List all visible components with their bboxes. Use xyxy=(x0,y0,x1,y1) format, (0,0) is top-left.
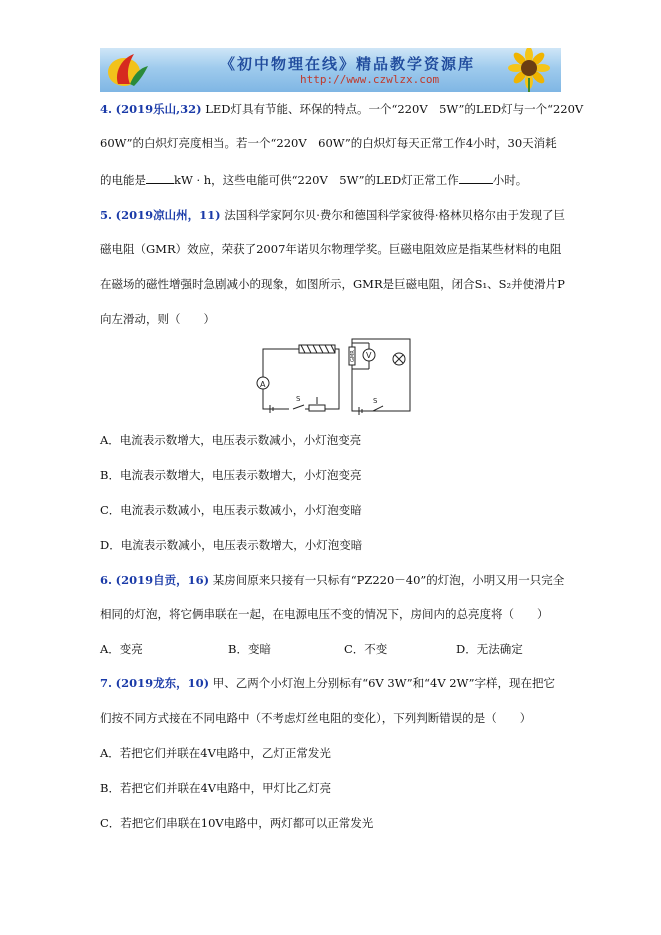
q5-option-b[interactable]: B．电流表示数增大，电压表示数增大，小灯泡变亮 xyxy=(100,468,362,482)
fig-ammeter-label: A xyxy=(260,380,266,389)
q5-option-c[interactable]: C．电流表示数减小，电压表示数减小，小灯泡变暗 xyxy=(100,503,362,517)
header-banner xyxy=(100,48,561,92)
q5-line-1 xyxy=(100,208,565,222)
q7-text-1: 甲、乙两个小灯泡上分别标有“6V 3W”和“4V 2W”字样，现在把它 xyxy=(212,676,556,690)
q7-option-a[interactable]: A．若把它们并联在4V电路中，乙灯正常发光 xyxy=(100,746,331,760)
q4-text-3a: 的电能是 xyxy=(100,173,146,187)
q6-number: 6. xyxy=(100,573,113,587)
q4-line-3 xyxy=(100,172,527,187)
q5-line-3: 在磁场的磁性增强时急剧减小的现象，如图所示，GMR是巨磁电阻，闭合S₁、S₂并使滑片P xyxy=(100,277,565,291)
banner-url: http://www.czwlzx.com xyxy=(300,73,440,86)
q7-source: (2019龙东，10) xyxy=(115,676,210,690)
banner-title: 《初中物理在线》精品教学资源库 xyxy=(220,55,476,73)
q4-text-3c: 小时。 xyxy=(492,173,528,187)
q6-line-1 xyxy=(100,573,564,587)
q4-text-3b: kW · h，这些电能可供“220V 5W”的LED灯正常工作 xyxy=(174,173,459,187)
q6-source: (2019自贡，16) xyxy=(115,573,210,587)
q7-number: 7. xyxy=(100,676,113,690)
q5-line-4: 向左滑动，则（ ） xyxy=(100,312,215,326)
fig-gmr-label: GMR xyxy=(350,350,356,362)
q5-line-2: 磁电阻（GMR）效应，荣获了2007年诺贝尔物理学奖。巨磁电阻效应是指某些材料的电阻 xyxy=(100,242,562,256)
q4-blank-1[interactable] xyxy=(146,172,174,184)
q4-text-1: LED灯具有节能、环保的特点。一个“220V 5W”的LED灯与一个“220V xyxy=(205,102,584,116)
q4-line-2: 60W”的白炽灯亮度相当。若一个“220V 60W”的白炽灯每天正常工作4小时，30天消耗 xyxy=(100,136,557,150)
q6-option-b[interactable]: B．变暗 xyxy=(228,642,271,656)
q7-line-1 xyxy=(100,676,555,690)
q7-option-b[interactable]: B．若把它们并联在4V电路中，甲灯比乙灯亮 xyxy=(100,781,332,795)
fig-switch-2-label: S xyxy=(373,397,378,405)
q6-options xyxy=(100,642,523,656)
q5-option-d[interactable]: D．电流表示数减小，电压表示数增大，小灯泡变暗 xyxy=(100,538,363,552)
q6-option-a[interactable]: A．变亮 xyxy=(100,642,143,656)
fig-voltmeter-label: V xyxy=(366,351,372,360)
fig-switch-1-label: S xyxy=(296,395,301,403)
q4-blank-2[interactable] xyxy=(459,172,493,184)
q5-text-1: 法国科学家阿尔贝·费尔和德国科学家彼得·格林贝格尔由于发现了巨 xyxy=(224,208,566,222)
q6-text-1: 某房间原来只接有一只标有“PZ220－40”的灯泡，小明又用一只完全 xyxy=(212,573,565,587)
sunflower-icon xyxy=(481,48,561,92)
q6-option-d[interactable]: D．无法确定 xyxy=(456,642,523,656)
site-logo-icon xyxy=(104,50,154,90)
q4-line-1 xyxy=(100,102,583,116)
q5-source: (2019凉山州，11) xyxy=(115,208,221,222)
q4-number: 4. xyxy=(100,102,113,116)
q6-line-2: 相同的灯泡，将它俩串联在一起，在电源电压不变的情况下，房间内的总亮度将（ ） xyxy=(100,607,549,621)
q5-number: 5. xyxy=(100,208,113,222)
q7-option-c[interactable]: C．若把它们串联在10V电路中，两灯都可以正常发光 xyxy=(100,816,374,830)
q5-option-a[interactable]: A．电流表示数增大，电压表示数减小，小灯泡变亮 xyxy=(100,433,362,447)
gmr-circuit-diagram xyxy=(249,335,414,415)
q4-source: (2019乐山,32) xyxy=(115,102,202,116)
q6-option-c[interactable]: C．不变 xyxy=(344,642,388,656)
q7-line-2: 们按不同方式接在不同电路中（不考虑灯丝电阻的变化），下列判断错误的是（ ） xyxy=(100,711,532,725)
